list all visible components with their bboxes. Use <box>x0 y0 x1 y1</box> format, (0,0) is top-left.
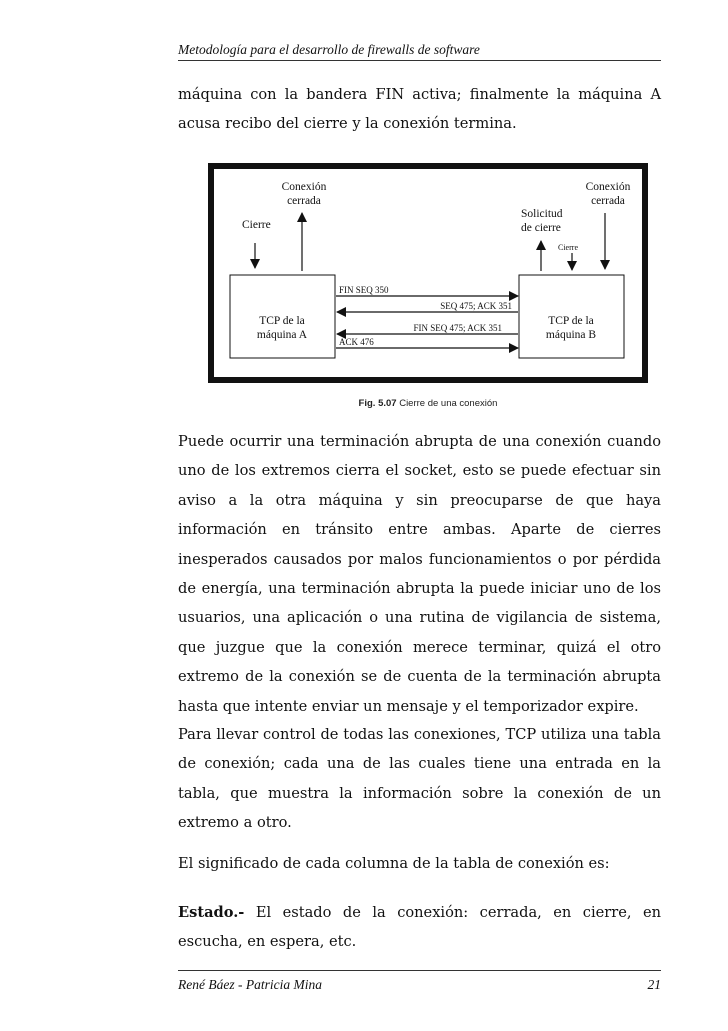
machine-b-line1: TCP de la <box>548 315 594 327</box>
msg2-label: SEQ 475; ACK 351 <box>440 301 512 311</box>
msg1-label: FIN SEQ 350 <box>339 285 389 295</box>
tcp-close-diagram <box>208 163 648 383</box>
paragraph-4: El significado de cada columna de la tabla de conexión es: <box>178 855 610 872</box>
left-cierre-label: Cierre <box>242 219 271 231</box>
msg3-label: FIN SEQ 475; ACK 351 <box>413 323 502 333</box>
right-cerrada-label: cerrada <box>591 195 625 207</box>
right-solicitud-line2: de cierre <box>521 222 561 234</box>
paragraph-1: máquina con la bandera FIN activa; finalmente la máquina A acusa recibo del cierre y la conexión termina. <box>178 86 661 133</box>
machine-b-line2: máquina B <box>545 329 597 341</box>
footer-authors: René Báez - Patricia Mina <box>178 977 322 992</box>
right-conexion-label: Conexión <box>585 181 631 193</box>
page-number: 21 <box>647 977 661 992</box>
right-solicitud-line1: Solicitud <box>521 208 563 220</box>
msg4-label: ACK 476 <box>339 337 374 347</box>
page-header <box>178 42 661 61</box>
caption-label: Fig. 5.07 <box>358 398 397 409</box>
paragraph-2: Puede ocurrir una terminación abrupta de una conexión cuando uno de los extremos cierra el socket, esto se puede efectuar sin aviso a la otra máquina y sin preocuparse de que haya información en tránsito entre ambas. Aparte de cierres inesperados causados por malos funcionamientos o por pérdida de energía, una terminación abrupta la puede iniciar uno de los usuarios, una aplicación o una rutina de vigilancia de sistema, que juzgue que la conexión merece terminar, quizá el otro extremo de la conexión se de cuenta de la terminación abrupta hasta que intente enviar un mensaje y el temporizador expire. <box>178 433 661 715</box>
machine-a-line1: TCP de la <box>259 315 305 327</box>
paragraph-5 <box>178 898 661 957</box>
definition-text: El estado de la conexión: cerrada, en cierre, en escucha, en espera, etc. <box>178 904 661 951</box>
header-title: Metodología para el desarrollo de firewalls de software <box>178 42 480 57</box>
paragraph-3: Para llevar control de todas las conexiones, TCP utiliza una tabla de conexión; cada una de las cuales tiene una entrada en la tabla, que muestra la información sobre la conexión de un extremo a otro. <box>178 726 661 832</box>
left-conexion-label: Conexión <box>281 181 327 193</box>
figure-caption <box>208 398 648 409</box>
page-footer <box>178 970 661 993</box>
left-cerrada-label: cerrada <box>287 195 321 207</box>
diagram-svg <box>208 163 648 383</box>
definition-term: Estado.- <box>178 904 245 921</box>
right-cierre-label: Cierre <box>558 243 578 252</box>
caption-text: Cierre de una conexión <box>396 398 498 409</box>
machine-a-line2: máquina A <box>256 329 308 341</box>
